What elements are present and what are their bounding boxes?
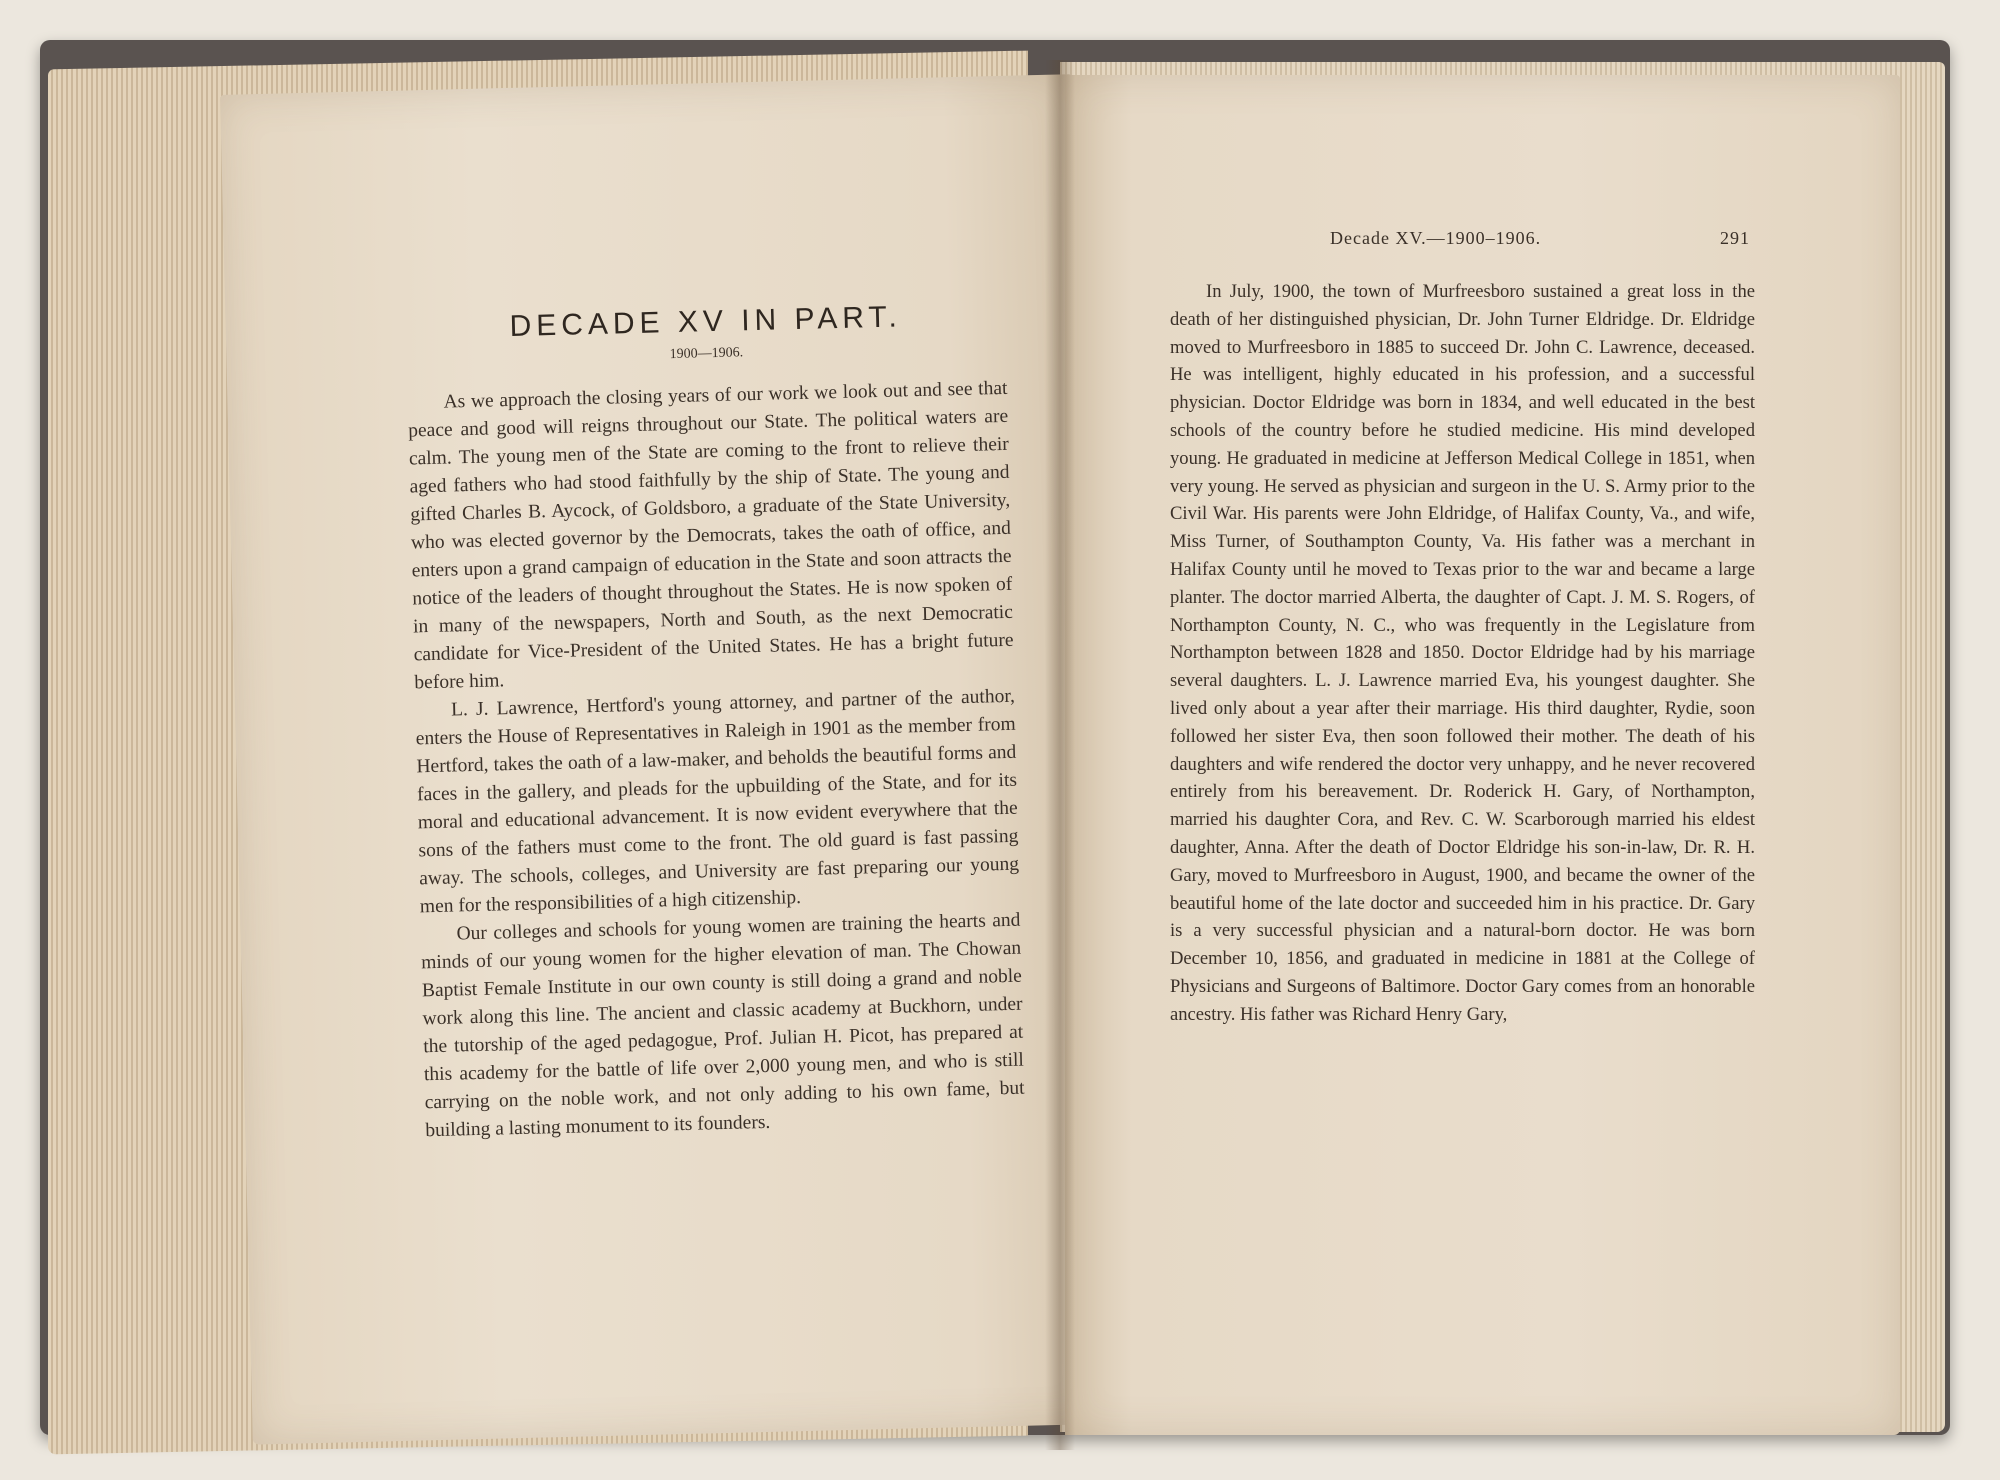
paragraph: In July, 1900, the town of Murfreesboro sustained a great loss in the death of her distinguished physician, Dr. John Turner Eldridge. Dr. Eldridge moved to Murfreesboro in 1885 to succeed Dr. John C. Lawrence, deceased. He was intelligent, highly educated in his profession, and a successful physician. Doctor Eldridge was born in 1834, and well educated in the best schools of the country before he studied medicine. His mind developed young. He graduated in medicine at Jefferson Medical College in 1851, when very young. He served as physician and surgeon in the U. S. Army prior to the Civil War. His parents were John Eldridge, of Halifax County, Va., and wife, Miss Turner, of Southampton County, Va. His father was a merchant in Halifax County until he moved to Texas prior to the war and became a large planter. The doctor married Alberta, the daughter of Capt. J. M. S. Rogers, of Northampton County, N. C., who was frequently in the Legislature from Northampton between 1828 and 1850. Doctor Eldridge had by his marriage several daughters. L. J. Lawrence married Eva, his youngest daughter. She lived only about a year after their marriage. His third daughter, Rydie, soon followed her sister Eva, then soon followed their mother. The death of his daughters and wife rendered the doctor very unhappy, and he never recovered entirely from his bereavement. Dr. Roderick H. Gary, of Northampton, married his daughter Cora, and Rev. C. W. Scarborough married his eldest daughter, Anna. After the death of Doctor Eldridge his son-in-law, Dr. R. H. Gary, moved to Murfreesboro in August, 1900, and became the owner of the beautiful home of the late doctor and succeeded him in his practice. Dr. Gary is a very successful physician and a natural-born doctor. He was born December 10, 1856, and graduated in medicine in 1881 at the College of Physicians and Surgeons of Baltimore. Doctor Gary comes from an honorable ancestry. His father was Richard Henry Gary, [1170,281,1755,1025]
left-page [220,74,1103,1444]
paragraph: L. J. Lawrence, Hertford's young attorney, and partner of the author, enters the House of Representatives in Raleigh in 1901 as the member from Hertford, takes the oath of a law-maker, and beholds the beautiful forms and faces in the gallery, and pleads for the upbuilding of the State, and for its moral and educational advancement. It is now evident everywhere that the sons of the fathers must come to the front. The old guard is fast passing away. The schools, colleges, and University are fast preparing our young men for the responsibilities of a high citizenship. [415,685,1020,918]
page-number: 291 [1720,228,1750,248]
paragraph: Our colleges and schools for young women are training the hearts and minds of our young women for the higher elevation of man. The Chowan Baptist Female Institute in our own county is still doing a grand and noble work along this line. The ancient and classic academy at Buckhorn, under the tutorship of the aged pedagogue, Prof. Julian H. Picot, has prepared at this academy for the battle of life over 2,000 young men, and who is still carrying on the noble work, and not only adding to his own fame, but building a lasting monument to its founders. [421,909,1025,1142]
left-page-text [405,301,1025,1145]
chapter-years: 1900—1906. [669,345,744,363]
book-gutter [1045,60,1075,1450]
running-head: Decade XV.—1900–1906. [1330,228,1542,248]
chapter-title: DECADE XV IN PART. [509,300,903,343]
right-page-text [1170,278,1755,1029]
paragraph: As we approach the closing years of our work we look out and see that peace and good will reigns throughout our State. The political waters are calm. The young men of the State are coming to the front to relieve their aged fathers who had stood faithfully by the ship of State. The young and gifted Charles B. Aycock, of Goldsboro, a graduate of the State University, who was elected governor by the Democrats, takes the oath of office, and enters upon a grand campaign of education in the State and soon attracts the notice of the leaders of thought throughout the States. He is now spoken of in many of the newspapers, North and South, as the next Democratic candidate for Vice-President of the United States. He has a bright future before him. [408,377,1014,694]
